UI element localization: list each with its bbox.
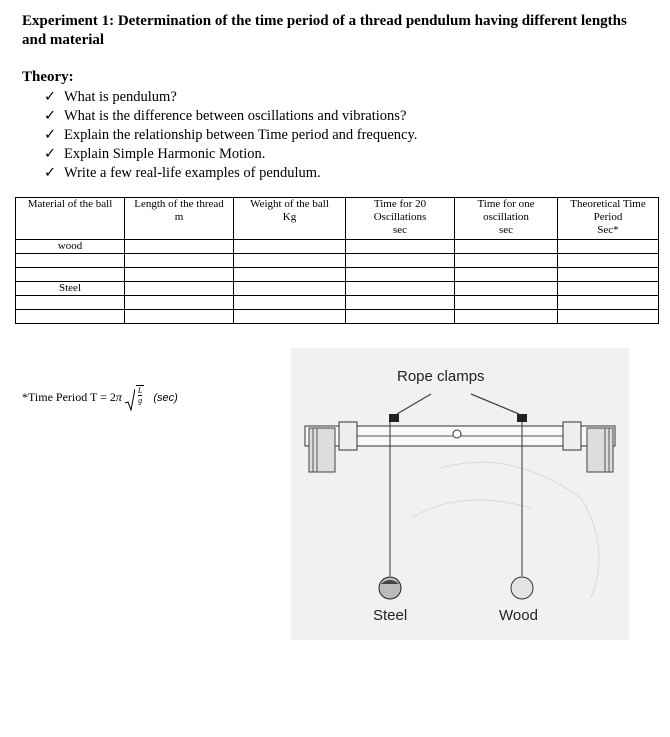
theory-question: ✓ What is the difference between oscillations and vibrations? xyxy=(44,108,407,124)
table-header-cell: Material of the ball xyxy=(16,198,125,240)
check-mark-icon: ✓ xyxy=(44,108,57,124)
table-cell xyxy=(455,254,558,268)
table-cell: Steel xyxy=(16,282,125,296)
check-mark-icon: ✓ xyxy=(44,146,57,162)
table-cell xyxy=(455,282,558,296)
table-cell xyxy=(234,310,346,324)
check-mark-icon: ✓ xyxy=(44,165,57,181)
table-cell xyxy=(455,296,558,310)
left-rope-clamp xyxy=(389,414,399,422)
check-mark-icon: ✓ xyxy=(44,89,57,105)
theory-question: ✓ Write a few real-life examples of pendulum. xyxy=(44,165,321,181)
table-row xyxy=(16,282,659,296)
table-cell xyxy=(234,296,346,310)
table-cell xyxy=(16,296,125,310)
table-body xyxy=(16,240,659,324)
table-cell xyxy=(346,310,455,324)
table-cell xyxy=(346,268,455,282)
time-period-formula: *Time Period T = 2π $\frac{L}{g}$ (sec) xyxy=(22,385,178,411)
table-cell xyxy=(125,282,234,296)
theory-question: ✓ Explain the relationship between Time period and frequency. xyxy=(44,127,418,143)
table-cell: wood xyxy=(16,240,125,254)
table-cell xyxy=(234,240,346,254)
table-row xyxy=(16,268,659,282)
table-cell xyxy=(558,254,659,268)
table-cell xyxy=(16,254,125,268)
pendulum-diagram xyxy=(291,348,629,640)
table-header-cell: Time for 20 Oscillations sec xyxy=(346,198,455,240)
clamp-pointer-left xyxy=(397,394,431,414)
pivot-knob xyxy=(453,430,461,438)
table-cell xyxy=(234,268,346,282)
table-cell xyxy=(346,296,455,310)
table-cell xyxy=(346,254,455,268)
table-cell xyxy=(16,268,125,282)
theory-questions xyxy=(44,88,417,183)
theory-heading: Theory: xyxy=(22,69,74,85)
table-cell xyxy=(125,310,234,324)
theory-question: ✓ What is pendulum? xyxy=(44,89,177,105)
table-row xyxy=(16,296,659,310)
table-cell xyxy=(125,240,234,254)
table-cell xyxy=(16,310,125,324)
theory-question: ✓ Explain Simple Harmonic Motion. xyxy=(44,146,266,162)
wood-label: Wood xyxy=(499,607,538,624)
table-cell xyxy=(346,240,455,254)
table-header-row xyxy=(16,198,659,240)
observation-table xyxy=(15,197,659,324)
table-row xyxy=(16,240,659,254)
table-header-cell: Time for one oscillation sec xyxy=(455,198,558,240)
rope-clamps-label: Rope clamps xyxy=(397,368,485,385)
table-header-cell: Length of the thread m xyxy=(125,198,234,240)
table-cell xyxy=(558,268,659,282)
table-cell xyxy=(125,296,234,310)
table-cell xyxy=(558,240,659,254)
table-cell xyxy=(558,296,659,310)
steel-label: Steel xyxy=(373,607,408,624)
table-header-cell: Theoretical Time Period Sec* xyxy=(558,198,659,240)
check-mark-icon: ✓ xyxy=(44,127,57,143)
square-root-icon: $\frac{L}{g}$ xyxy=(125,385,144,411)
wood-ball xyxy=(511,577,533,599)
table-cell xyxy=(558,310,659,324)
pendulum-figure xyxy=(291,348,629,640)
table-cell xyxy=(558,282,659,296)
table-cell xyxy=(346,282,455,296)
table-cell xyxy=(455,240,558,254)
table-cell xyxy=(234,282,346,296)
table-cell xyxy=(455,268,558,282)
clamp-pointer-right xyxy=(471,394,519,414)
right-rope-clamp xyxy=(517,414,527,422)
table-header-cell: Weight of the ball Kg xyxy=(234,198,346,240)
table-row xyxy=(16,310,659,324)
table-cell xyxy=(125,254,234,268)
page-title: Experiment 1: Determination of the time period of a thread pendulum having different lengths and material xyxy=(22,13,627,48)
table-cell xyxy=(455,310,558,324)
table-cell xyxy=(125,268,234,282)
table-cell xyxy=(234,254,346,268)
table-row xyxy=(16,254,659,268)
